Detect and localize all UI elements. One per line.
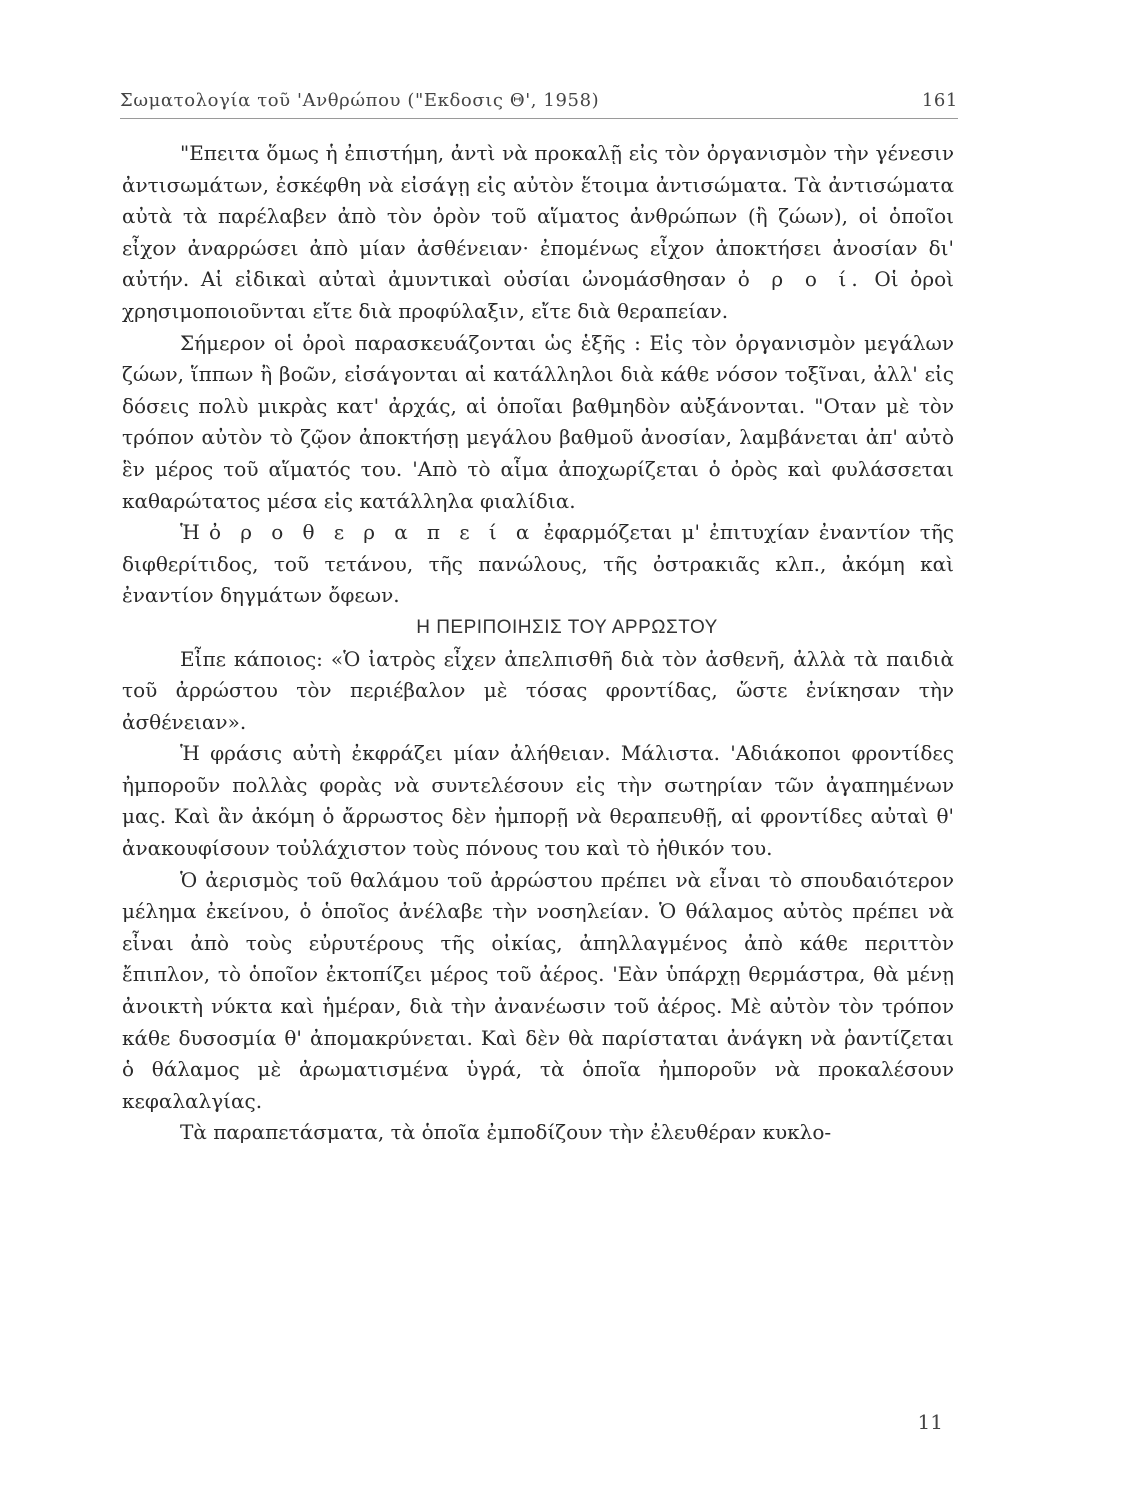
paragraph-3-text: ἐφαρμόζεται μ' ἐπιτυχίαν ἐναντίον τῆς διφθερίτιδος, τοῦ τετάνου, τῆς πανώλους, τῆς ὀστρακιᾶς κλπ., ἀκόμη καὶ ἐναντίον δηγμάτων ὄφεων. — [122, 520, 955, 608]
paragraph-3-start: Ἡ — [180, 520, 200, 545]
paragraph-5: Ἡ φράσις αὐτὴ ἐκφράζει μίαν ἀλήθειαν. Μάλιστα. 'Αδιάκοποι φροντίδες ἠμποροῦν πολλὰς φορὰς νὰ συντελέσουν εἰς τὴν σωτηρίαν τῶν ἀγαπημένων μας. Καὶ ἂν ἀκόμη ὁ ἄρρωστος δὲν ἠμπορῇ νὰ θεραπευθῇ, αἱ φροντίδες αὐταὶ θ' ἀνακουφίσουν τοὐλάχιστον τοὺς πόνους του καὶ τὸ ἠθικόν του. — [122, 741, 954, 861]
section-title: Η ΠΕΡΙΠΟΙΗΣΙΣ ΤΟΥ ΑΡΡΩΣΤΟΥ — [416, 616, 718, 638]
term-orotherapeia: ὀ ρ ο θ ε ρ α π ε ί α — [209, 520, 535, 545]
signature-mark: 11 — [917, 1410, 943, 1434]
paragraph-6: Ὁ ἀερισμὸς τοῦ θαλάμου τοῦ ἀρρώστου πρέπει νὰ εἶναι τὸ σπουδαιότερον μέλημα ἐκείνου, ὁ ὁποῖος ἀνέλαβε τὴν νοσηλείαν. Ὁ θάλαμος αὐτὸς πρέπει νὰ εἶναι ἀπὸ τοὺς εὐρυτέρους τῆς οἰκίας, ἀπηλλαγμένος ἀπὸ κάθε περιττὸν ἔπιπλον, τὸ ὁποῖον ἐκτοπίζει μέρος τοῦ ἀέρος. 'Εὰν ὑπάρχῃ θερμάστρα, θὰ μένῃ ἀνοικτὴ νύκτα καὶ ἡμέραν, διὰ τὴν ἀνανέωσιν τοῦ ἀέρος. Μὲ αὐτὸν τὸν τρόπον κάθε δυσοσμία θ' ἀπομακρύνεται. Καὶ δὲν θὰ παρίσταται ἀνάγκη νὰ ῥαντίζεται ὁ θάλαμος μὲ ἀρωματισμένα ὑγρά, τὰ ὁποῖα ἠμποροῦν νὰ προκαλέσουν κεφαλαλγίας. — [122, 867, 954, 1113]
header-title: Σωματολογία τοῦ 'Ανθρώπου ("Εκδοσις Θ', 1958) — [120, 90, 600, 111]
paragraph-2: Σήμερον οἱ ὀροὶ παρασκευάζονται ὡς ἑξῆς : Εἰς τὸν ὀργανισμὸν μεγάλων ζώων, ἵππων ἢ βοῶν, εἰσάγονται αἱ κατάλληλοι διὰ κάθε νόσον τοξῖναι, ἀλλ' εἰς δόσεις πολὺ μικρὰς κατ' ἀρχάς, αἱ ὁποῖαι βαθμηδὸν αὐξάνονται. "Οταν μὲ τὸν τρόπον αὐτὸν τὸ ζῷον ἀποκτήσῃ μεγάλου βαθμοῦ ἀνοσίαν, λαμβάνεται ἀπ' αὐτὸ ἓν μέρος τοῦ αἵματός του. 'Απὸ τὸ αἷμα ἀποχωρίζεται ὁ ὀρὸς καὶ φυλάσσεται καθαρώτατος μέσα εἰς κατάλληλα φιαλίδια. — [122, 330, 954, 513]
paragraph-1-end: Οἱ ὀροὶ χρησιμοποιοῦνται εἴτε διὰ προφύλαξιν, εἴτε διὰ θεραπείαν. — [122, 267, 954, 323]
page-body — [122, 138, 954, 1149]
running-header — [120, 86, 958, 119]
term-oroi: ὀ ρ ο ί. — [737, 267, 863, 292]
page-number: 161 — [921, 90, 958, 111]
paragraph-1-text: "Επειτα ὅμως ἡ ἐπιστήμη, ἀντὶ νὰ προκαλῇ εἰς τὸν ὀργανισμὸν τὴν γένεσιν ἀντισωμάτων, ἐσκέφθη νὰ εἰσάγῃ εἰς αὐτὸν ἕτοιμα ἀντισώματα. Τὰ ἀντισώματα αὐτὰ τὰ παρέλαβεν ἀπὸ τὸν ὀρὸν τοῦ αἵματος ἀνθρώπων (ἢ ζώων), οἱ ὁποῖοι εἶχον ἀναρρώσει ἀπὸ μίαν ἀσθένειαν· ἐπομένως εἶχον ἀποκτήσει ἀνοσίαν δι' αὐτήν. Αἱ εἰδικαὶ αὐταὶ ἀμυντικαὶ οὐσίαι ὠνομάσθησαν — [122, 141, 954, 292]
paragraph-1 — [122, 138, 954, 328]
paragraph-4: Εἶπε κάποιος: «Ὁ ἰατρὸς εἶχεν ἀπελπισθῆ διὰ τὸν ἀσθενῆ, ἀλλὰ τὰ παιδιὰ τοῦ ἀρρώστου τὸν περιέβαλον μὲ τόσας φροντίδας, ὥστε ἐνίκησαν τὴν ἀσθένειαν». — [122, 646, 954, 734]
paragraph-3 — [122, 517, 954, 612]
paragraph-7: Τὰ παραπετάσματα, τὰ ὁποῖα ἐμποδίζουν τὴν ἐλευθέραν κυκλο- — [180, 1120, 832, 1145]
